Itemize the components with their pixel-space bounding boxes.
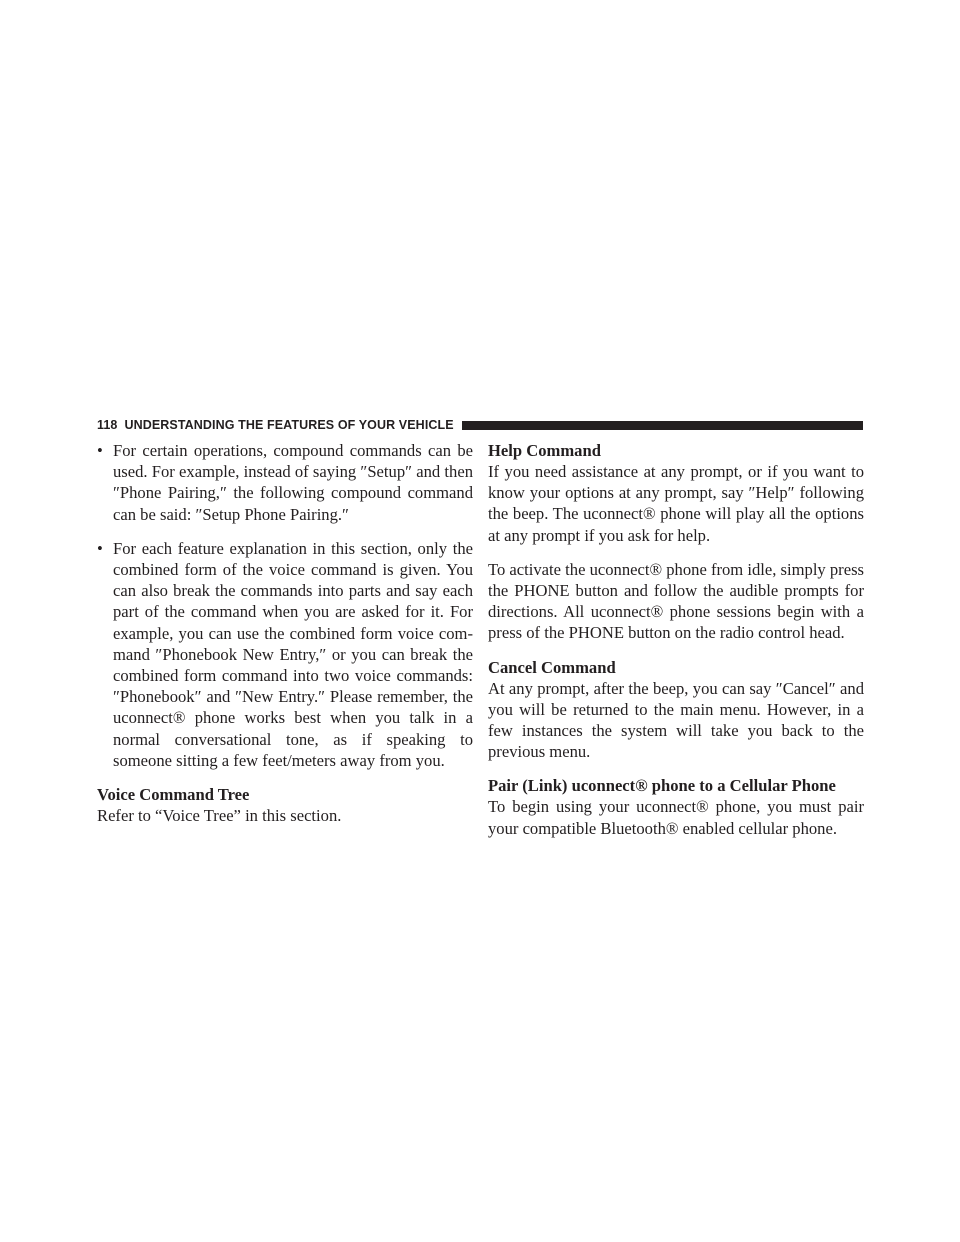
bullet-icon: • (97, 441, 103, 460)
bullet-text: For each feature explanation in this section, only the combined form of the voice command is given. You can also break the commands into parts and say each part of the command when you are asked for it. For example, you can use the combined form voice com-mand ″Phonebook New Entry,″ or you can break the combined form command into two voice commands: ″Phonebook″ and ″New Entry.″ Please remember, the uconnect® phone works best when you talk in a normal conversational tone, as if speaking to someone sitting a few feet/meters away from you. (113, 538, 473, 770)
section-title: UNDERSTANDING THE FEATURES OF YOUR VEHICLE (124, 418, 454, 432)
pair-phone-heading: Pair (Link) uconnect® phone to a Cellular Phone (488, 776, 836, 796)
help-command-paragraph: If you need assistance at any prompt, or if you want to know your options at any prompt, say ″Help″ following the beep. The uconnect® phone will play all the options at any prompt if you ask for help. (488, 462, 864, 545)
cancel-command-paragraph: At any prompt, after the beep, you can say ″Cancel″ and you will be returned to the main menu. However, in a few instances the system will take you back to the previous menu. (488, 678, 864, 762)
cancel-command-heading: Cancel Command (488, 657, 616, 677)
pair-phone-paragraph: To begin using your uconnect® phone, you must pair your compatible Bluetooth® enabled cellular phone. (488, 797, 864, 838)
left-column (97, 440, 473, 826)
bullet-icon: • (97, 538, 103, 558)
voice-command-tree-text: Refer to “Voice Tree” in this section. (97, 806, 342, 826)
page-header (97, 417, 863, 433)
bullet-text: For certain operations, compound commands can be used. For example, instead of saying ″Setup″ and then ″Phone Pairing,″ the following compound command can be said: ″Setup Phone Pairing.″ (113, 441, 473, 524)
voice-command-tree-heading: Voice Command Tree (97, 785, 250, 805)
help-command-paragraph: To activate the uconnect® phone from idle, simply press the PHONE button and follow the audible prompts for directions. All uconnect® phone sessions begin with a press of the PHONE button on the radio control head. (488, 559, 864, 643)
page-number: 118 (97, 418, 118, 432)
bullet-item (97, 440, 473, 525)
bullet-item (97, 538, 473, 771)
help-command-heading: Help Command (488, 441, 601, 460)
right-column (488, 440, 864, 839)
header-rule (462, 421, 863, 430)
